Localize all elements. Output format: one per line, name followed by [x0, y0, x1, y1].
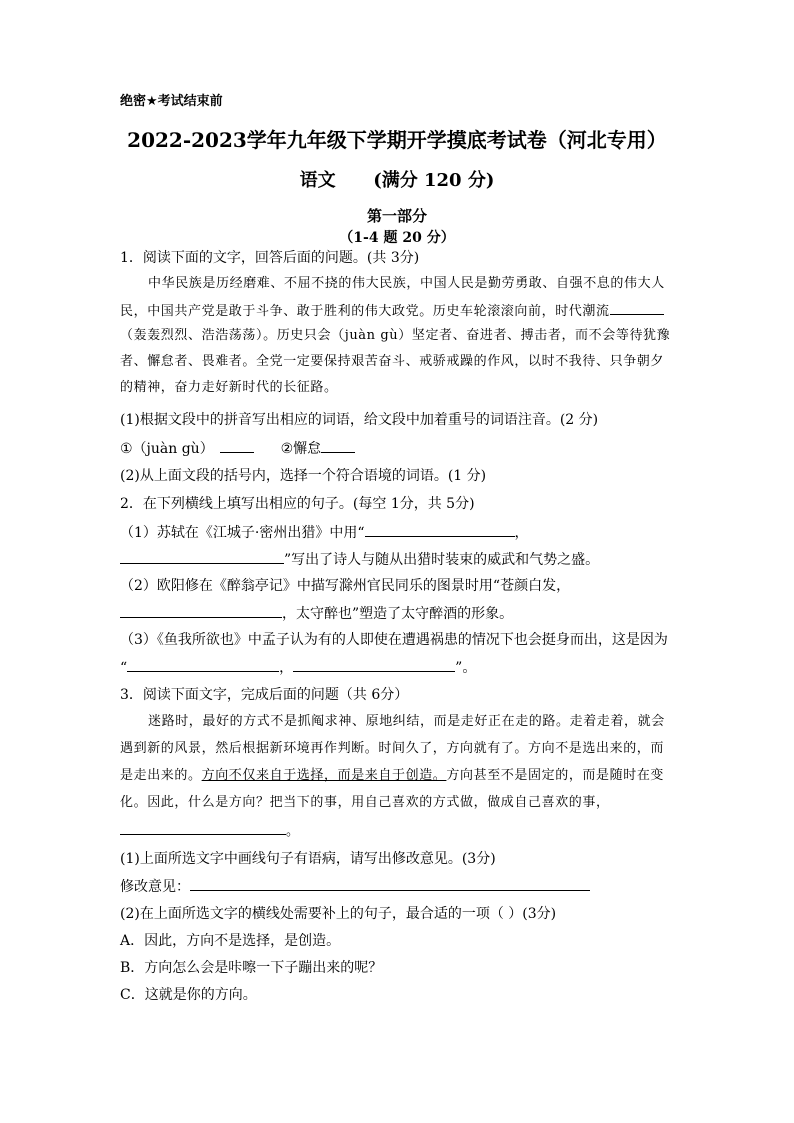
q2-blank-2[interactable] — [120, 549, 284, 564]
q3-passage-line-4: 化。因此，什么是方向？把当下的事，用自己喜欢的方式做，做成自己喜欢的事， — [120, 795, 610, 810]
q3-sub1: (1)上面所选文字中画线句子有语病，请写出修改意见。(3分) — [120, 851, 496, 867]
q2-item2-line1: （2）欧阳修在《醉翁亭记》中描写滁州官民同乐的图景时用“苍颜白发， — [120, 578, 571, 594]
q1-passage-line-3: （轰轰烈烈、浩浩荡荡）。历史只会（juàn gù）坚定者、奋进者、搏击者，而不会等待犹豫 — [120, 328, 671, 343]
q3-passage-line-3: 是走出来的。方向不仅来自于选择，而是来自于创造。方向甚至不是固定的，而是随时在变 — [120, 768, 665, 783]
q2-item1-line1: （1）苏轼在《江城子·密州出猎》中用“ ， — [120, 522, 529, 543]
q1-answer-blank-2[interactable] — [321, 438, 355, 453]
q3-revision-blank[interactable] — [190, 876, 590, 891]
q1-passage-line-1: 中华民族是历经磨难、不屈不挠的伟大民族，中国人民是勤劳勇敢、自强不息的伟大人 — [148, 276, 665, 291]
q1-sub1-answers: ①（juàn gù） ②懈怠 — [120, 438, 355, 459]
q2-blank-3[interactable] — [120, 603, 282, 618]
confidential-label: 绝密★考试结束前 — [120, 94, 223, 109]
q3-passage-line-1: 迷路时，最好的方式不是抓阄求神、原地纠结，而是走好正在走的路。走着走着，就会 — [148, 714, 665, 729]
q2-item3-line1: （3）《鱼我所欲也》中孟子认为有的人即使在遭遇祸患的情况下也会挺身而出，这是因为 — [120, 632, 668, 648]
q3-option-a[interactable]: A．因此，方向不是选择，是创造。 — [120, 933, 341, 949]
q2-item3-line2: “ ， ”。 — [120, 657, 476, 678]
q1-passage-line-2: 民，中国共产党是敢于斗争、敢于胜利的伟大政党。历史车轮滚滚向前，时代潮流 — [120, 300, 664, 322]
q1-sub1: (1)根据文段中的拼音写出相应的词语，给文段中加着重号的词语注音。(2 分) — [120, 412, 599, 428]
q3-passage-line-2: 遇到新的风景，然后根据新环境再作判断。时间久了，方向就有了。方向不是选出来的，而 — [120, 741, 665, 756]
q1-blank[interactable] — [610, 300, 664, 315]
q2-item1-line2: ”写出了诗人与随从出猎时装束的威武和气势之盛。 — [120, 549, 599, 570]
q3-blank[interactable] — [120, 820, 286, 835]
q1-passage-line-5: 的精神，奋力走好新时代的长征路。 — [120, 380, 338, 395]
q1-sub2: (2)从上面文段的括号内，选择一个符合语境的词语。(1 分) — [120, 468, 487, 484]
part-range: （1-4 题 20 分） — [339, 230, 455, 246]
q3-passage-line-5: 。 — [120, 820, 300, 842]
q3-sub1-answer-line: 修改意见： — [120, 876, 590, 897]
q3-underlined-sentence: 方向不仅来自于选择，而是来自于创造。 — [201, 768, 447, 783]
q2-item2-line2: ，太守醉也”塑造了太守醉酒的形象。 — [120, 603, 513, 624]
q2-blank-5[interactable] — [293, 657, 455, 672]
q3-option-b[interactable]: B．方向怎么会是咔嚓一下子蹦出来的呢？ — [120, 960, 383, 976]
q2-prompt: 2．在下列横线上填写出相应的句子。(每空 1分，共 5分) — [120, 496, 475, 512]
subject-score: 语文 (满分 120 分) — [299, 170, 495, 191]
part-heading: 第一部分 — [366, 207, 427, 225]
q1-prompt: 1．阅读下面的文字，回答后面的问题。(共 3分) — [120, 250, 420, 266]
q3-prompt: 3．阅读下面文字，完成后面的问题（共 6分） — [120, 687, 409, 703]
q3-sub2: (2)在上面所选文字的横线处需要补上的句子，最合适的一项（ ）(3分) — [120, 906, 557, 922]
exam-title: 2022-2023学年九年级下学期开学摸底考试卷（河北专用） — [127, 128, 667, 152]
q3-option-c[interactable]: C．这就是你的方向。 — [120, 987, 257, 1003]
q1-answer-blank-1[interactable] — [220, 438, 254, 453]
q1-passage-line-4: 者、懈怠者、畏难者。全党一定要保持艰苦奋斗、戒骄戒躁的作风，以时不我待、只争朝夕 — [120, 354, 665, 369]
q2-blank-1[interactable] — [365, 522, 515, 537]
q2-blank-4[interactable] — [127, 657, 279, 672]
